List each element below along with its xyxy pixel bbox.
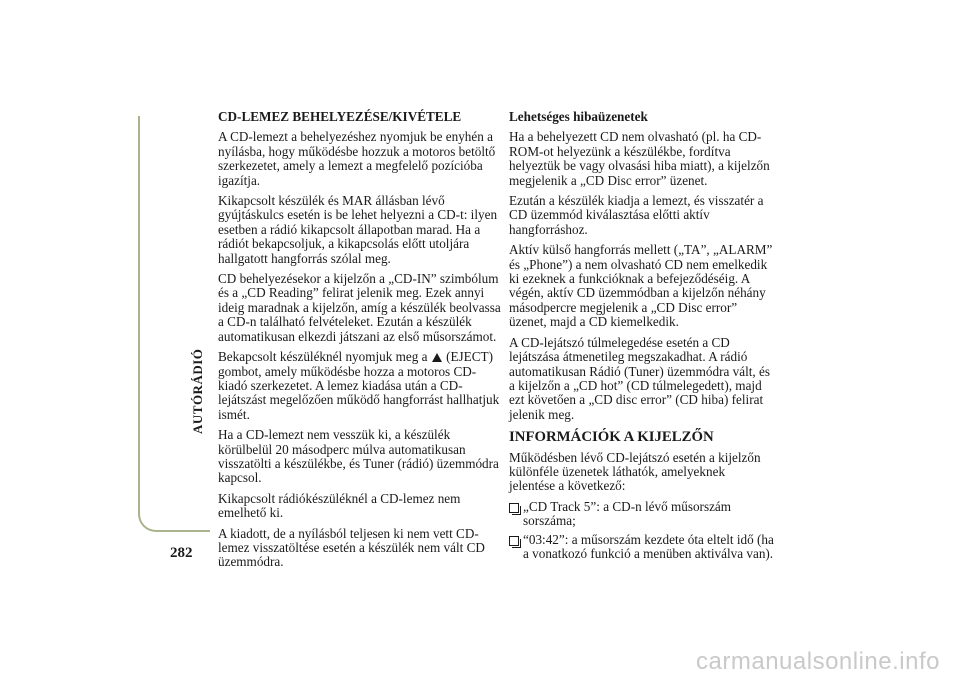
paragraph: A kiadott, de a nyílásból teljesen ki nem vett CD-lemez visszatöltése esetén a készülék nem vált CD üzemmódra. [218, 525, 485, 570]
paragraph-text: Bekapcsolt készüléknél nyomjuk meg a [218, 349, 428, 365]
paragraph: Aktív külső hangforrás mellett („TA”, „ALARM” és „Phone”) a nem olvasható CD nem emelkedik ki ezeknek a funkcióknak a befejeződéséig. A végén, aktív CD üzemmódban a kijelzőn néhány másodpercre megjelenik a „CD Disc error” üzenet, majd a CD kiemelkedik. [509, 242, 773, 330]
page-number: 282 [170, 545, 193, 561]
paragraph: CD behelyezésekor a kijelzőn a „CD-IN” szimbólum és a „CD Reading” felirat jelenik meg. Ezek annyi ideig maradnak a kijelzőn, amíg a készülék beolvassa a CD-n található felvételeket. Ezután a készülék automatikusan elkezdi játszani az első műsorszámot. [218, 271, 501, 344]
paragraph: A CD-lemezt a behelyezéshez nyomjuk be enyhén a nyílásba, hogy működésbe hozzuk a motoros betöltő szerkezetet, amely a lemezt a megfelelő pozícióba igazítja. [218, 129, 496, 188]
list-item [509, 500, 774, 529]
list-item-text: “03:42”: a műsorszám kezdete óta eltelt idő (ha a vonatkozó funkció a menüben aktiválva van). [523, 531, 774, 561]
section-heading: CD-LEMEZ BEHELYEZÉSE/KIVÉTELE [218, 109, 462, 124]
list-item-text: „CD Track 5”: a CD-n lévő műsorszám sorszáma; [523, 498, 732, 529]
checkbox-bullet-icon [509, 536, 519, 546]
section-tab: AUTÓRÁDIÓ [190, 348, 205, 434]
paragraph-eject [218, 350, 503, 422]
checkbox-bullet-icon [509, 503, 519, 513]
list-item [509, 533, 774, 562]
paragraph: A CD-lejátszó túlmelegedése esetén a CD lejátszása átmenetileg megszakadhat. A rádió automatikusan Rádió (Tuner) üzemmódra vált, és a kijelzőn a „CD hot” (CD túlmelegedett), majd ezt követően a „CD disc error” (CD hiba) felirat jelenik meg. [509, 334, 771, 422]
paragraph: Kikapcsolt rádiókészüléknél a CD-lemez nem emelhető ki. [218, 490, 461, 521]
subsection-heading: Lehetséges hibaüzenetek [509, 109, 648, 124]
watermark: carmanualsonline.info [696, 648, 940, 675]
left-column [218, 110, 503, 576]
paragraph-text: (EJECT) gombot, amely működésbe hozza a motoros CD-kiadó szerkezetet. A lemez kiadása után a CD-lejátszást megelőzően működő hangforrást hallhatjuk ismét. [218, 349, 500, 422]
paragraph: Kikapcsolt készülék és MAR állásban lévő gyújtáskulcs esetén is be lehet helyezni a CD-t: ilyen esetben a rádió kikapcsolt állapotban marad. Ha a rádiót bekapcsoljuk, a kikapcsolás előtt utoljára hallgatott hangforrás szólal meg. [218, 193, 498, 266]
paragraph: Ha a CD-lemezt nem vesszük ki, a készülék körülbelül 20 másodperc múlva automatikusan visszatölti a készülékbe, és Tuner (rádió) üzemmódra kapcsol. [218, 427, 499, 486]
paragraph: Ezután a készülék kiadja a lemezt, és visszatér a CD üzemmód kiválasztása előtti aktív hangforráshoz. [509, 193, 764, 237]
eject-icon [432, 353, 442, 362]
paragraph: Működésben lévő CD-lejátszó esetén a kijelzőn különféle üzenetek láthatók, amelyeknek jelentése a következő: [509, 449, 761, 494]
paragraph: Ha a behelyezett CD nem olvasható (pl. ha CD-ROM-ot helyezünk a készülékbe, fordítva helyeztük be vagy olvasási hiba miatt), a kijelzőn megjelenik a „CD Disc error” üzenet. [509, 129, 770, 188]
sidebar-border [138, 116, 210, 532]
section-heading: INFORMÁCIÓK A KIJELZŐN [509, 429, 714, 446]
right-column [509, 110, 774, 565]
